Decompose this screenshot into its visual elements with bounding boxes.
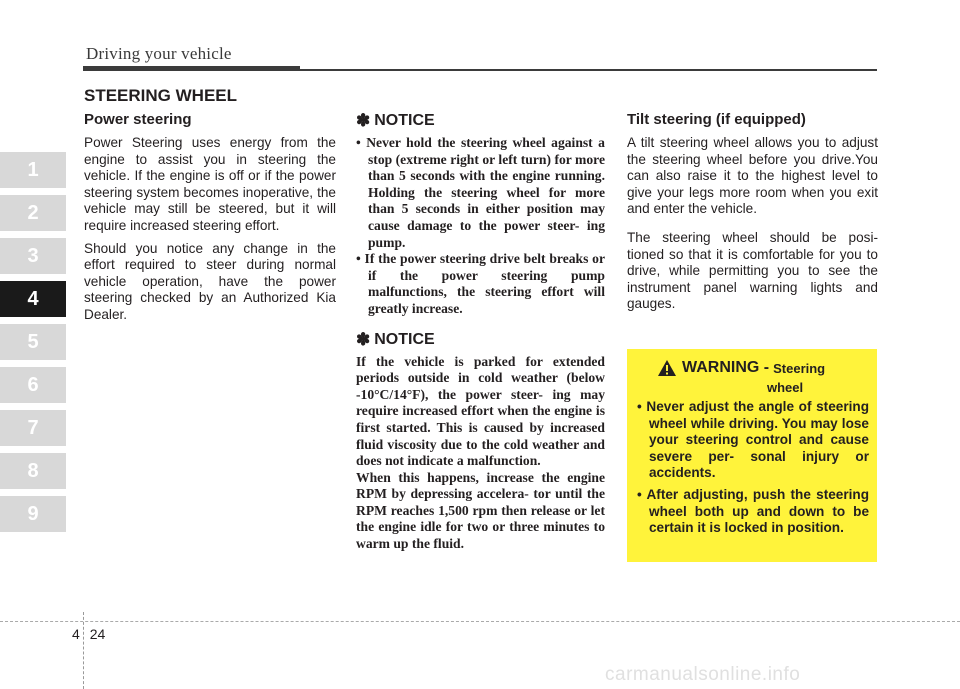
- notice-heading-text: NOTICE: [374, 330, 435, 348]
- warning-subject: Steering: [773, 361, 826, 376]
- power-steering-paragraph: Power Steering uses energy from the engine to assist you in steering the vehicle. If the engine is off or if the power steering system becomes inoperative, the vehicle may still be steered, but it will require increased steering effort.: [84, 135, 336, 233]
- chapter-tab-9[interactable]: 9: [0, 496, 66, 532]
- header-rule-thick: [83, 66, 300, 71]
- notice-star-icon: ✽: [356, 111, 371, 130]
- column-notices: [356, 111, 605, 553]
- warning-subject: wheel: [767, 380, 804, 395]
- chapter-tab-2[interactable]: 2: [0, 195, 66, 231]
- footer-divider: [83, 612, 84, 689]
- notice-heading: [356, 111, 605, 131]
- chapter-tab-4[interactable]: 4: [0, 281, 66, 317]
- chapter-tab-6[interactable]: 6: [0, 367, 66, 403]
- list-item: • If the power steering drive belt breaks or if the power steering pump malfunctions, the steering effort will greatly increase.: [356, 251, 605, 316]
- list-item: • Never adjust the angle of steering wheel while driving. You may lose your steering control and cause severe per- sonal injury or accidents.: [637, 399, 869, 481]
- tilt-steering-paragraph: A tilt steering wheel allows you to adjust the steering wheel before you drive.You can also raise it to the highest level to give your legs more room when you exit and enter the vehicle.: [627, 135, 878, 217]
- notice-paragraph: If the vehicle is parked for extended periods outside in cold weather (below -10°C/14°F), the power steer- ing may require increased effort when the engine is first started. This is caused by increased fluid viscosity due to the cold weather and does not indicate a malfunction.: [356, 353, 605, 469]
- watermark: carmanualsonline.info: [605, 664, 801, 685]
- notice-heading: [356, 330, 605, 350]
- chapter-tab-3[interactable]: 3: [0, 238, 66, 274]
- power-steering-paragraph: Should you notice any change in the effort required to steer during normal vehicle operation, have the power steering checked by an Authorized Kia Dealer.: [84, 240, 336, 322]
- warning-triangle-icon: [657, 359, 677, 377]
- column-power-steering: [84, 111, 336, 330]
- notice-bullet-list: [356, 135, 605, 318]
- warning-bullet-list: [637, 399, 869, 542]
- notice-paragraph: When this happens, increase the engine RPM by depressing accelera- tor until the RPM reaches 1,500 rpm then release or let the engine idle for two or three minutes to warm up the fluid.: [356, 469, 605, 552]
- footer-rule: [0, 621, 960, 622]
- running-header: Driving your vehicle: [86, 44, 232, 63]
- chapter-tab-5[interactable]: 5: [0, 324, 66, 360]
- list-item: • Never hold the steering wheel against a stop (extreme right or left turn) for more than 5 seconds with the engine running. Holding the steering wheel for more than 5 seconds in either position may cause damage to the power steer- ing pump.: [356, 135, 605, 250]
- chapter-tab-8[interactable]: 8: [0, 453, 66, 489]
- page-number: [72, 626, 105, 642]
- chapter-tab-1[interactable]: 1: [0, 152, 66, 188]
- warning-heading: [657, 359, 825, 377]
- section-title: STEERING WHEEL: [84, 86, 238, 105]
- warning-box: [627, 349, 877, 562]
- header-rule-thin: [300, 69, 877, 71]
- tilt-steering-paragraph: The steering wheel should be posi- tioned so that it is comfortable for you to drive, while permitting you to see the instrument panel warning lights and gauges.: [627, 229, 878, 312]
- column-tilt-steering: [627, 111, 878, 319]
- notice-heading-text: NOTICE: [374, 112, 435, 129]
- warning-label: WARNING -: [682, 359, 770, 376]
- chapter-tab-7[interactable]: 7: [0, 410, 66, 446]
- notice-star-icon: ✽: [356, 329, 371, 349]
- tilt-steering-heading: Tilt steering (if equipped): [627, 111, 806, 128]
- page-chapter: 4: [72, 626, 80, 642]
- list-item: • After adjusting, push the steering wheel both up and down to be certain it is locked in position.: [637, 486, 870, 536]
- page-num: 24: [89, 626, 106, 642]
- power-steering-heading: Power steering: [84, 111, 192, 128]
